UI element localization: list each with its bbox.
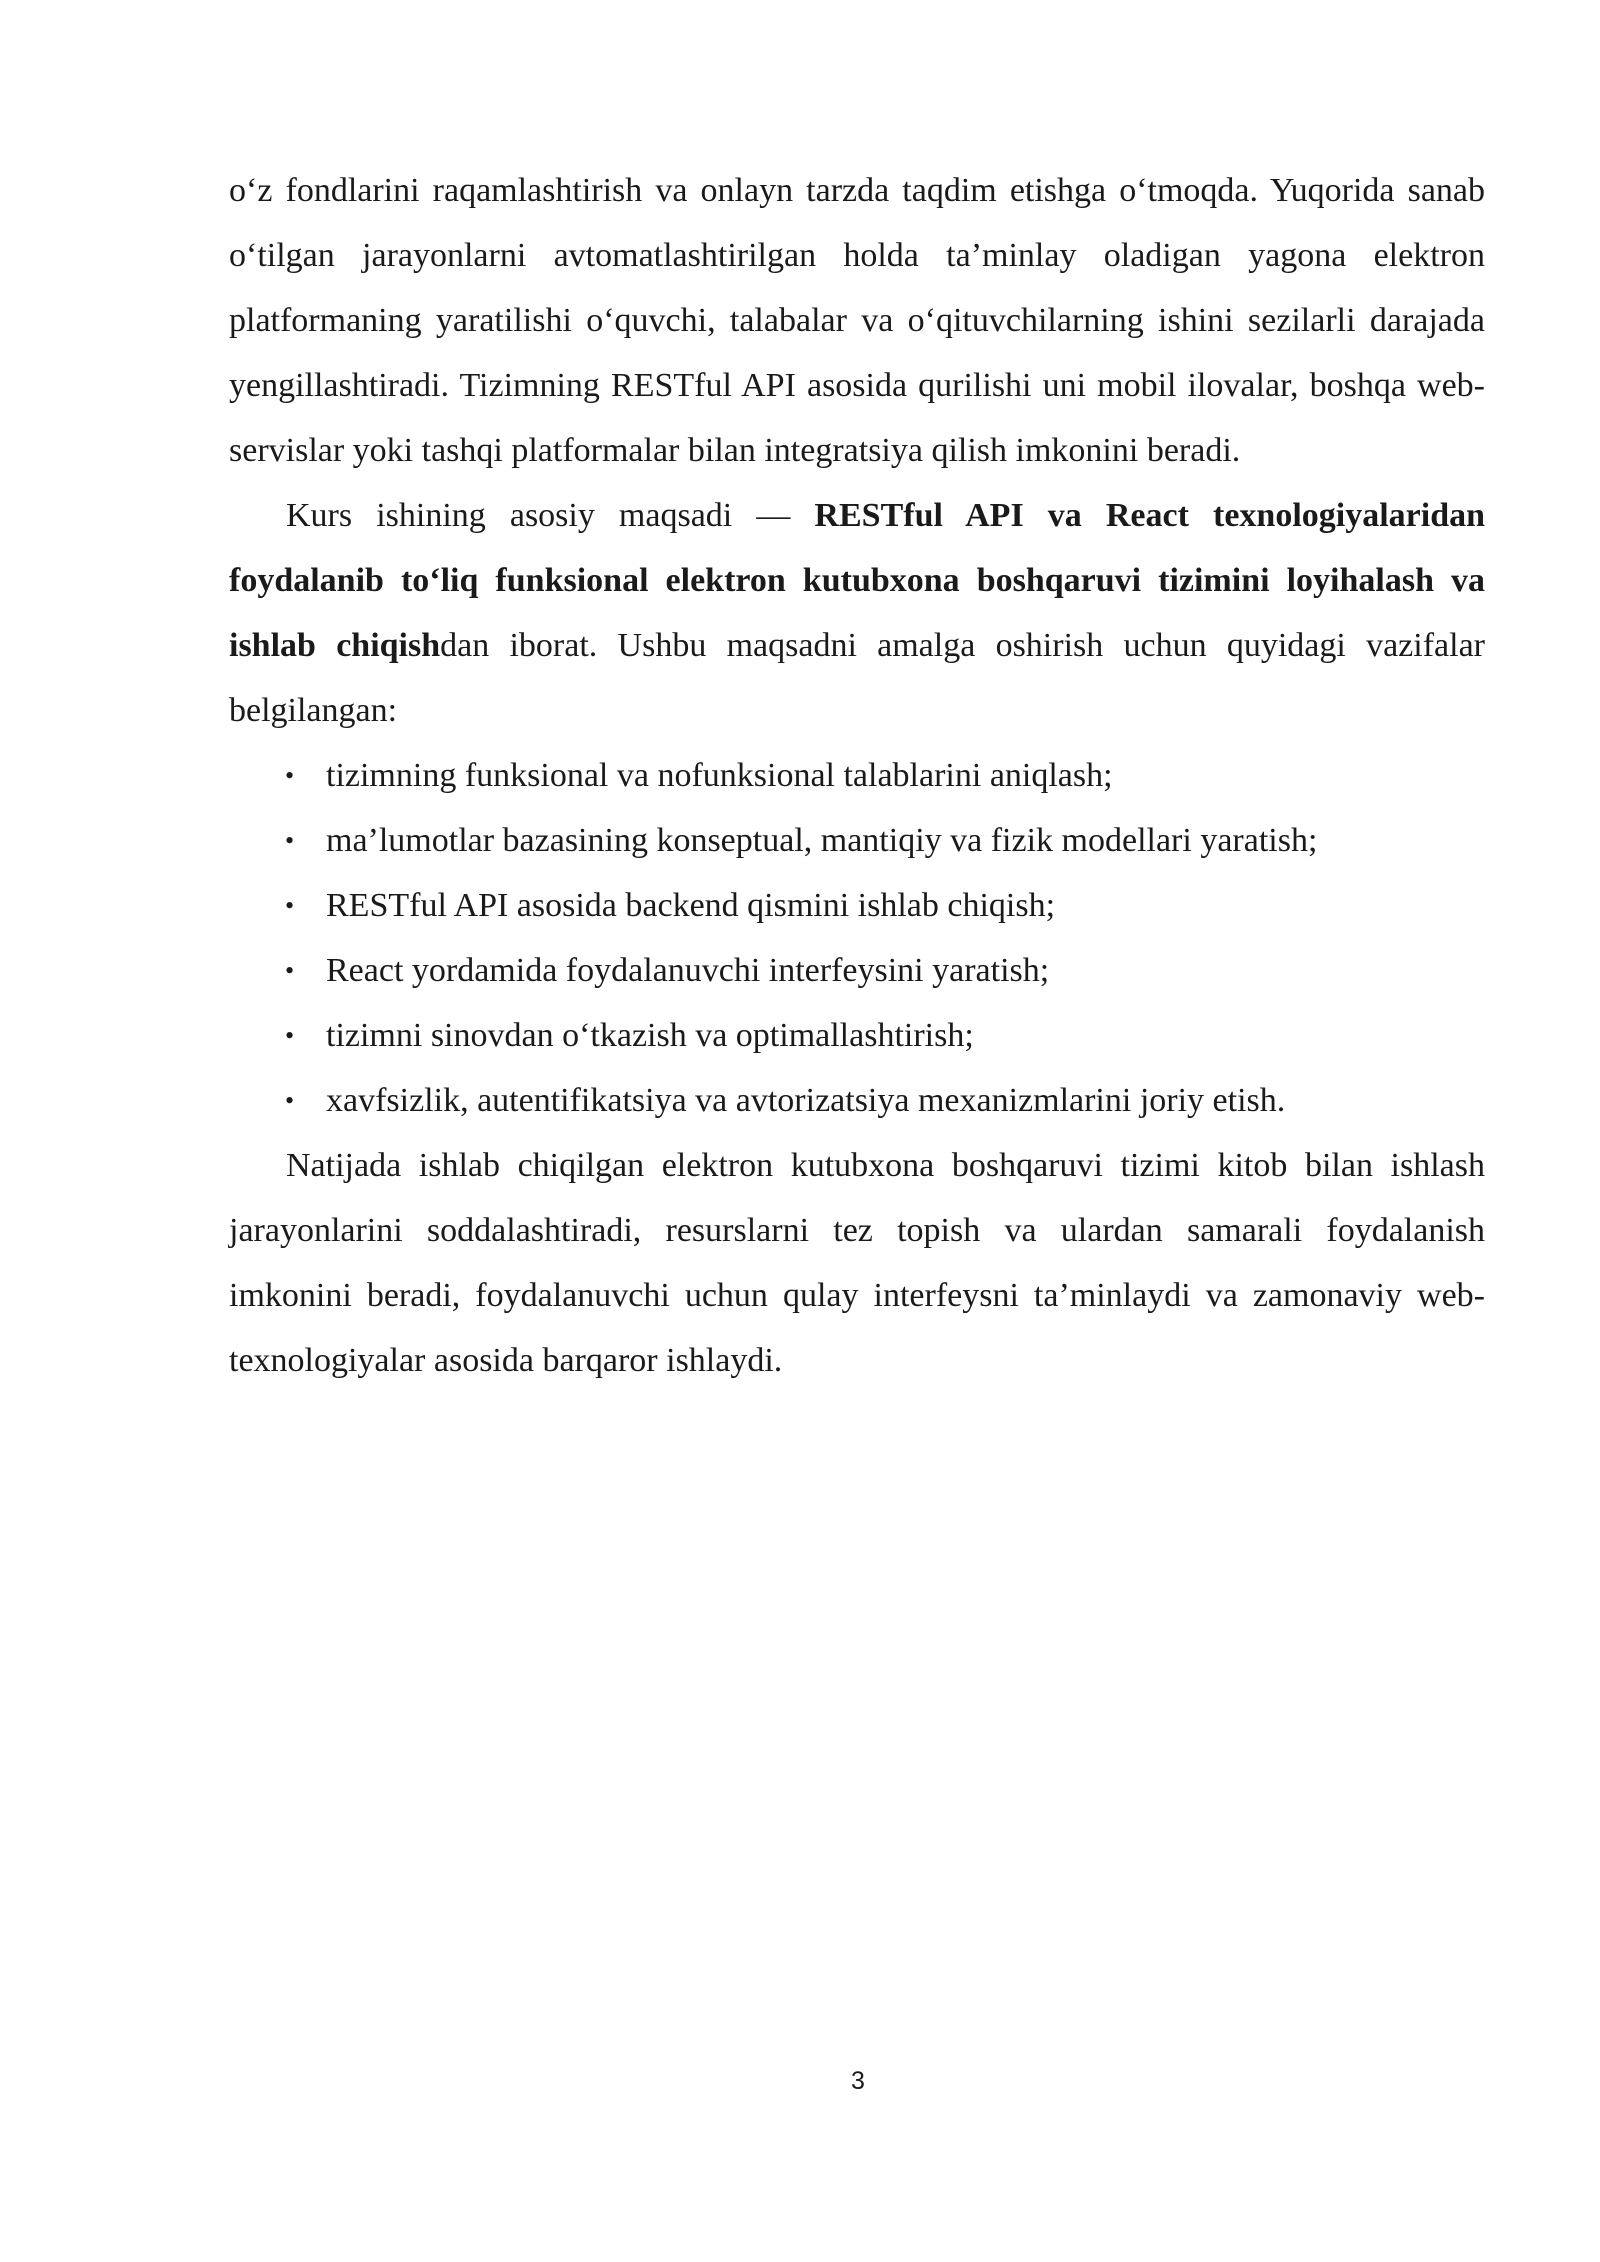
list-item [229,873,1485,938]
list-item [229,743,1485,808]
list-item [229,1003,1485,1068]
page-number: 3 [851,2067,865,2095]
page-body [229,158,1485,1393]
bullet-icon: • [285,826,295,855]
bullet-icon: • [285,891,295,920]
list-item [229,938,1485,1003]
goal-prefix-text: Kurs ishining asosiy maqsadi — [286,497,815,534]
task-list [229,743,1485,1133]
task-text: tizimning funksional va nofunksional talablarini aniqlash; [326,757,1113,794]
task-text: React yordamida foydalanuvchi interfeysini yaratish; [326,952,1050,989]
bullet-icon: • [285,761,295,790]
task-text: RESTful API asosida backend qismini ishlab chiqish; [326,887,1056,924]
goal-bold-text: RESTful API va React texnologiyalaridan foydalanib to‘liq funksional elektron kutubxona boshqaruvi tizimini loyihalash va ishlab chiqish [229,497,1486,664]
paragraph-conclusion: Natijada ishlab chiqilgan elektron kutubxona boshqaruvi tizimi kitob bilan ishlash jarayonlarini soddalashtiradi, resurslarni tez topish va ulardan samarali foydalanish imkonini beradi, foydalanuvchi uchun qulay interfeysni ta’minlaydi va zamonaviy web-texnologiyalar asosida barqaror ishlaydi. [229,1147,1485,1379]
task-text: ma’lumotlar bazasining konseptual, mantiqiy va fizik modellari yaratish; [326,822,1318,859]
paragraph-goal [229,483,1485,743]
task-text: tizimni sinovdan o‘tkazish va optimallashtirish; [326,1017,974,1054]
list-item [229,808,1485,873]
bullet-icon: • [285,1086,295,1115]
paragraph-intro-continuation: o‘z fondlarini raqamlashtirish va onlayn tarzda taqdim etishga o‘tmoqda. Yuqorida sanab o‘tilgan jarayonlarni avtomatlashtirilgan holda ta’minlay oladigan yagona elektron platformaning yaratilishi o‘quvchi, talabalar va o‘qituvchilarning ishini sezilarli darajada yengillashtiradi. Tizimning RESTful API asosida qurilishi uni mobil ilovalar, boshqa web-servislar yoki tashqi platformalar bilan integratsiya qilish imkonini beradi. [229,172,1485,469]
goal-suffix-text: dan iborat. Ushbu maqsadni amalga oshirish uchun quyidagi vazifalar belgilangan: [229,627,1485,729]
task-text: xavfsizlik, autentifikatsiya va avtorizatsiya mexanizmlarini joriy etish. [326,1082,1286,1119]
list-item [229,1068,1485,1133]
bullet-icon: • [285,1021,295,1050]
bullet-icon: • [285,956,295,985]
